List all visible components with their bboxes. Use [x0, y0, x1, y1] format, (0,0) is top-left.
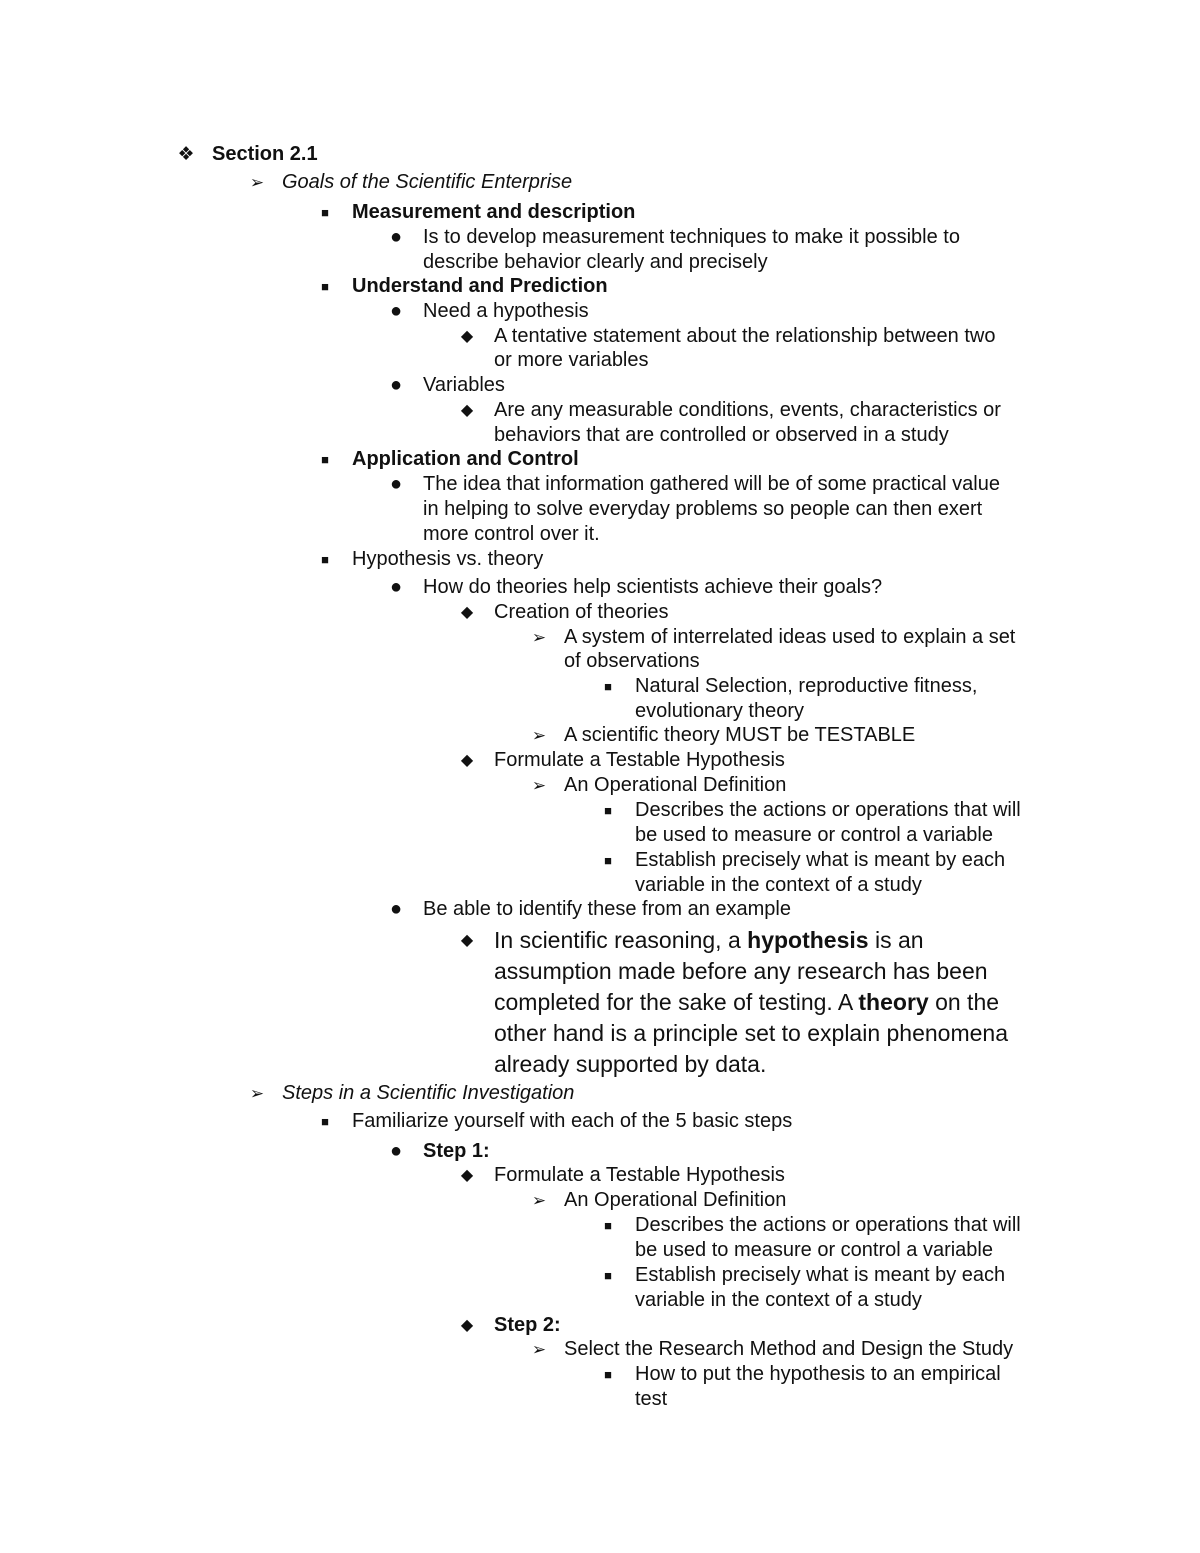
hypothesis-definition: or more variables [494, 349, 649, 371]
square-bullet-icon: ■ [604, 679, 612, 694]
step1-operational: An Operational Definition [564, 1189, 787, 1211]
step1-establish: Establish precisely what is meant by each [635, 1264, 1006, 1286]
list-item [0, 299, 1200, 324]
dot-bullet-icon: ● [389, 300, 403, 322]
measurement-heading: Measurement and description [352, 201, 636, 223]
variables-definition: Are any measurable conditions, events, characteristics or [494, 399, 1001, 421]
list-item [0, 798, 1200, 823]
diamond-bullet-icon: ◆ [460, 604, 474, 621]
step1-describes: Describes the actions or operations that will [635, 1214, 1021, 1236]
creation-of-theories: Creation of theories [494, 601, 669, 623]
list-item-continuation [0, 987, 1200, 1018]
reasoning-fragment: completed for the sake of testing. A [494, 989, 859, 1015]
square-bullet-icon: ■ [321, 552, 329, 567]
list-item [0, 1081, 1200, 1106]
list-item-continuation [0, 423, 1200, 448]
list-item-continuation [0, 1288, 1200, 1313]
application-text: The idea that information gathered will be of some practical value [423, 473, 1000, 495]
square-bullet-icon: ■ [321, 452, 329, 467]
arrow-bullet-icon: ➢ [531, 776, 547, 795]
dot-bullet-icon: ● [389, 226, 403, 248]
list-item-continuation [0, 873, 1200, 898]
system-definition: A system of interrelated ideas used to explain a set [564, 626, 1016, 648]
list-item [0, 398, 1200, 423]
list-item [0, 547, 1200, 572]
dot-bullet-icon: ● [389, 898, 403, 920]
measurement-text: describe behavior clearly and precisely [423, 251, 768, 273]
hypothesis-term: hypothesis [747, 927, 869, 953]
square-bullet-icon: ■ [604, 853, 612, 868]
section-title: Section 2.1 [212, 143, 318, 165]
familiarize-text: Familiarize yourself with each of the 5 basic steps [352, 1110, 793, 1132]
natural-selection-text: Natural Selection, reproductive fitness, [635, 675, 978, 697]
list-item-continuation [0, 522, 1200, 547]
step2-how: test [635, 1388, 668, 1410]
list-item-continuation [0, 1049, 1200, 1080]
dot-bullet-icon: ● [389, 374, 403, 396]
list-item-continuation [0, 1018, 1200, 1049]
dot-bullet-icon: ● [389, 473, 403, 495]
variables-label: Variables [423, 374, 505, 396]
theory-term: theory [858, 989, 929, 1015]
diamond-bullet-icon: ◆ [460, 328, 474, 345]
list-item-continuation [0, 497, 1200, 522]
describes-text: be used to measure or control a variable [635, 824, 993, 846]
list-item [0, 1213, 1200, 1238]
step2-select: Select the Research Method and Design the Study [564, 1338, 1014, 1360]
square-bullet-icon: ■ [604, 803, 612, 818]
application-heading: Application and Control [352, 448, 579, 470]
square-bullet-icon: ■ [604, 1367, 612, 1382]
arrow-bullet-icon: ➢ [249, 1084, 265, 1103]
diamond-bullet-icon: ◆ [460, 1317, 474, 1334]
list-item [0, 1163, 1200, 1188]
arrow-bullet-icon: ➢ [249, 173, 265, 192]
list-item [0, 1337, 1200, 1362]
identify-text: Be able to identify these from an example [423, 898, 791, 920]
arrow-bullet-icon: ➢ [531, 628, 547, 647]
steps-heading: Steps in a Scientific Investigation [282, 1082, 575, 1104]
step1-label: Step 1: [423, 1140, 490, 1162]
list-item [0, 848, 1200, 873]
describes-text: Describes the actions or operations that will [635, 799, 1021, 821]
list-item [0, 225, 1200, 250]
list-item-continuation [0, 823, 1200, 848]
reasoning-text: other hand is a principle set to explain phenomena [494, 1020, 1009, 1046]
list-item-continuation [0, 348, 1200, 373]
goals-heading: Goals of the Scientific Enterprise [282, 171, 573, 193]
reasoning-text [494, 987, 999, 1018]
diamond-bullet-icon: ◆ [460, 932, 474, 949]
dot-bullet-icon: ● [389, 1140, 403, 1162]
list-item-continuation [0, 956, 1200, 987]
diamond-bullet-icon: ◆ [460, 1167, 474, 1184]
list-item [0, 674, 1200, 699]
arrow-bullet-icon: ➢ [531, 1191, 547, 1210]
reasoning-text: already supported by data. [494, 1051, 767, 1077]
hyp-vs-theory-heading: Hypothesis vs. theory [352, 548, 544, 570]
list-item [0, 447, 1200, 472]
step2-how: How to put the hypothesis to an empirical [635, 1363, 1001, 1385]
list-item [0, 1109, 1200, 1134]
need-hypothesis: Need a hypothesis [423, 300, 589, 322]
list-item [0, 1188, 1200, 1213]
list-item [0, 1362, 1200, 1387]
system-definition: of observations [564, 650, 700, 672]
list-item-continuation [0, 699, 1200, 724]
fleur-bullet-icon: ❖ [177, 144, 195, 165]
list-item [0, 897, 1200, 922]
diamond-bullet-icon: ◆ [460, 752, 474, 769]
dot-bullet-icon: ● [389, 576, 403, 598]
variables-definition: behaviors that are controlled or observed in a study [494, 424, 949, 446]
list-item [0, 1313, 1200, 1338]
list-item [0, 274, 1200, 299]
reasoning-fragment: is an [868, 927, 924, 953]
list-item [0, 200, 1200, 225]
list-item [0, 575, 1200, 600]
step1-formulate: Formulate a Testable Hypothesis [494, 1164, 785, 1186]
application-text: more control over it. [423, 523, 600, 545]
establish-text: Establish precisely what is meant by each [635, 849, 1006, 871]
reasoning-fragment: In scientific reasoning, a [494, 927, 748, 953]
list-item [0, 1263, 1200, 1288]
list-item [0, 324, 1200, 349]
theories-question: How do theories help scientists achieve their goals? [423, 576, 883, 598]
hypothesis-definition: A tentative statement about the relationship between two [494, 325, 996, 347]
natural-selection-text: evolutionary theory [635, 700, 804, 722]
diamond-bullet-icon: ◆ [460, 402, 474, 419]
arrow-bullet-icon: ➢ [531, 1340, 547, 1359]
square-bullet-icon: ■ [321, 1114, 329, 1129]
square-bullet-icon: ■ [321, 205, 329, 220]
list-item [0, 600, 1200, 625]
reasoning-text [494, 925, 924, 956]
list-item [0, 373, 1200, 398]
square-bullet-icon: ■ [321, 279, 329, 294]
square-bullet-icon: ■ [604, 1268, 612, 1283]
list-item [0, 773, 1200, 798]
measurement-text: Is to develop measurement techniques to make it possible to [423, 226, 960, 248]
operational-definition: An Operational Definition [564, 774, 787, 796]
step1-describes: be used to measure or control a variable [635, 1239, 993, 1261]
arrow-bullet-icon: ➢ [531, 726, 547, 745]
step2-label: Step 2: [494, 1314, 561, 1336]
reasoning-text: assumption made before any research has been [494, 958, 988, 984]
testable-text: A scientific theory MUST be TESTABLE [564, 724, 916, 746]
list-item [0, 748, 1200, 773]
establish-text: variable in the context of a study [635, 874, 922, 896]
list-item-continuation [0, 1238, 1200, 1263]
step1-establish: variable in the context of a study [635, 1289, 922, 1311]
list-item [0, 625, 1200, 650]
list-item-continuation [0, 1387, 1200, 1412]
section-heading-row [0, 142, 1200, 167]
application-text: in helping to solve everyday problems so people can then exert [423, 498, 983, 520]
square-bullet-icon: ■ [604, 1218, 612, 1233]
list-item-continuation [0, 649, 1200, 674]
formulate-hypothesis: Formulate a Testable Hypothesis [494, 749, 785, 771]
list-item [0, 170, 1200, 195]
list-item-continuation [0, 250, 1200, 275]
understand-heading: Understand and Prediction [352, 275, 608, 297]
list-item [0, 723, 1200, 748]
list-item [0, 472, 1200, 497]
list-item [0, 1139, 1200, 1164]
list-item [0, 925, 1200, 956]
reasoning-fragment: on the [928, 989, 1000, 1015]
